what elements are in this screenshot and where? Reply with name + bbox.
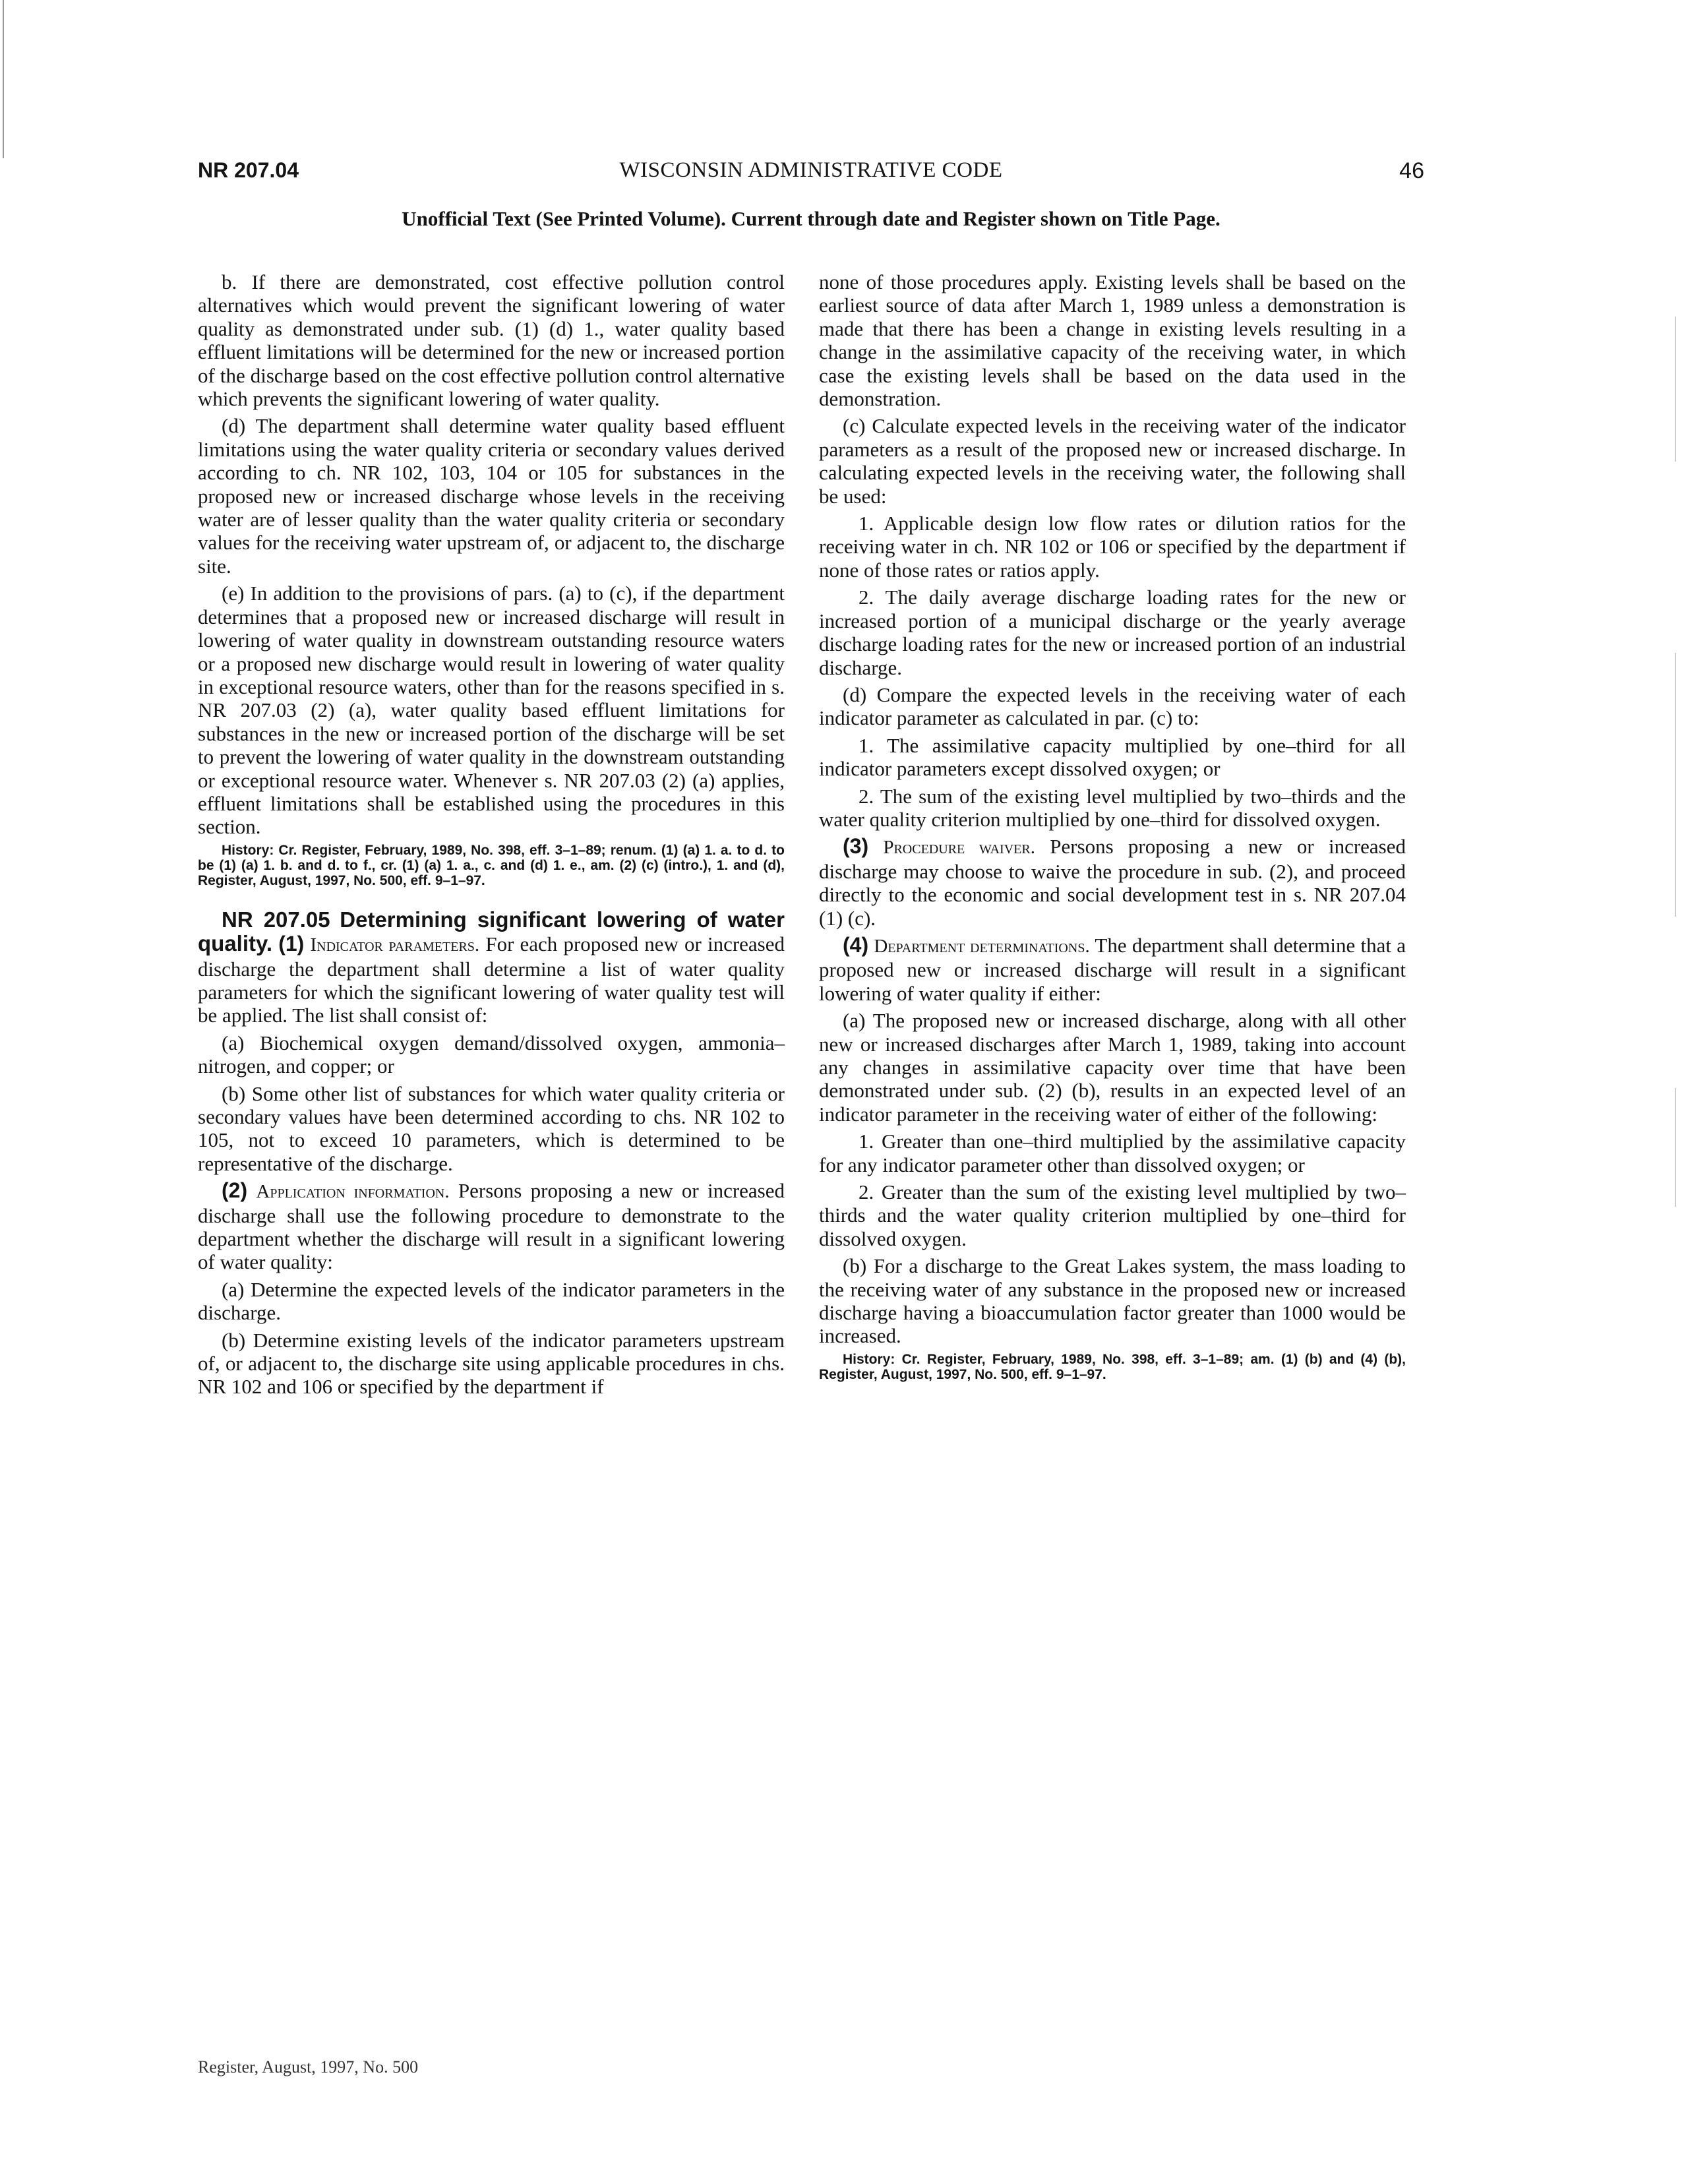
subsection-2-paragraph xyxy=(198,1179,785,1274)
header-section-number: NR 207.04 xyxy=(198,158,299,182)
section-number: NR 207.05 xyxy=(222,907,330,932)
scan-artifact xyxy=(1675,1088,1676,1207)
subsection-2-heading: Application information. xyxy=(256,1181,450,1203)
subsection-3-paragraph xyxy=(819,835,1406,930)
page-header xyxy=(198,158,1424,195)
paragraph-4a-2: 2. Greater than the sum of the existing level multiplied by two–thirds and the water quality criterion multiplied by one–third for dissolved oxygen. xyxy=(819,1180,1406,1250)
scan-artifact xyxy=(3,0,4,158)
footer-register: Register, August, 1997, No. 500 xyxy=(198,2057,419,2077)
subsection-4-text: The department shall determine that a proposed new or increased discharge will result in a significant lowering of water quality if either: xyxy=(819,933,1406,1005)
scan-artifact xyxy=(1675,653,1676,917)
unofficial-text-notice: Unofficial Text (See Printed Volume). Current through date and Register shown on Title Page. xyxy=(402,207,1221,230)
subsection-4-heading: Department determinations. xyxy=(874,935,1090,957)
left-column xyxy=(198,270,785,1403)
subsection-2-text: Persons proposing a new or increased discharge shall use the following procedure to demonstrate to the department whether the discharge will result in a significant lowering of water quality: xyxy=(198,1179,785,1274)
paragraph-2d-1: 1. The assimilative capacity multiplied by one–third for all indicator parameters except dissolved oxygen; or xyxy=(819,733,1406,781)
paragraph-4a-1: 1. Greater than one–third multiplied by the assimilative capacity for any indicator parameter other than dissolved oxygen; or xyxy=(819,1130,1406,1176)
subsection-1-heading: Indicator parameters. xyxy=(310,934,480,956)
history-note: History: Cr. Register, February, 1989, No. 398, eff. 3–1–89; am. (1) (b) and (4) (b), Register, August, 1997, No. 500, eff. 9–1–97. xyxy=(819,1351,1406,1382)
paragraph-e: (e) In addition to the provisions of pars. (a) to (c), if the department determines that a proposed new or increased discharge will result in lowering of water quality in downstream outstanding resource waters or a proposed new discharge would result in lowering of water quality in exceptional resource waters, other than for the reasons specified in s. NR 207.03 (2) (a), water quality based effluent limitations for substances in the new or increased portion of the discharge will be set to prevent the lowering of water quality in the downstream outstanding or exceptional resource water. Whenever s. NR 207.03 (2) (a) applies, effluent limitations shall be established using the procedures in this section. xyxy=(198,582,785,839)
paragraph-2c-2: 2. The daily average discharge loading rates for the new or increased portion of a municipal discharge or the yearly average discharge loading rates for the new or increased portion of an industrial discharge. xyxy=(819,586,1406,679)
paragraph-2b: (b) Determine existing levels of the indicator parameters upstream of, or adjacent to, the discharge site using applicable procedures in chs. NR 102 and 106 or specified by the department if xyxy=(198,1328,785,1399)
subsection-3-number: (3) xyxy=(843,834,869,859)
paragraph-2a: (a) Determine the expected levels of the indicator parameters in the discharge. xyxy=(198,1277,785,1325)
subsection-1-text: For each proposed new or increased discharge the department shall determine a list of water quality parameters for which the significant lowering of water quality test will be applied. The list shall consist of: xyxy=(198,932,785,1027)
paragraph-1b: (b) Some other list of substances for which water quality criteria or secondary values have been determined according to chs. NR 102 to 105, not to exceed 10 parameters, which is determined to be representative of the discharge. xyxy=(198,1081,785,1175)
subsection-2-number: (2) xyxy=(222,1178,248,1203)
paragraph-4b: (b) For a discharge to the Great Lakes system, the mass loading to the receiving water of any substance in the proposed new or increased discharge having a bioaccumulation factor greater than 1000 would be increased. xyxy=(819,1254,1406,1348)
subsection-3-heading: Procedure waiver. xyxy=(883,837,1035,859)
paragraph-2b-continued: none of those procedures apply. Existing levels shall be based on the earliest source of data after March 1, 1989 unless a demonstration is made that there has been a change in existing levels resulting in a change in the assimilative capacity of the receiving water, in which case the existing levels shall be based on the data used in the demonstration. xyxy=(819,270,1406,411)
subsection-4-paragraph xyxy=(819,934,1406,1005)
paragraph-d: (d) The department shall determine water quality based effluent limitations using the water quality criteria or secondary values derived according to ch. NR 102, 103, 104 or 105 for substances in the proposed new or increased discharge whose levels in the receiving water are of lesser quality than the water quality criteria or secondary values for the receiving water upstream of, or adjacent to, the discharge site. xyxy=(198,414,785,578)
subsection-1-number: (1) xyxy=(278,932,305,956)
paragraph-1a: (a) Biochemical oxygen demand/dissolved oxygen, ammonia–nitrogen, and copper; or xyxy=(198,1031,785,1078)
subsection-4-number: (4) xyxy=(843,932,869,957)
paragraph-2d: (d) Compare the expected levels in the receiving water of each indicator parameter as calculated in par. (c) to: xyxy=(819,682,1406,730)
paragraph-b: b. If there are demonstrated, cost effective pollution control alternatives which would prevent the significant lowering of water quality as demonstrated under sub. (1) (d) 1., water quality based effluent limitations will be determined for the new or increased portion of the discharge based on the cost effective pollution control alternative which prevents the significant lowering of water quality. xyxy=(198,270,785,411)
right-column xyxy=(819,270,1406,1402)
section-heading-paragraph xyxy=(198,908,785,1027)
section-title: Determining significant lowering of water quality. xyxy=(198,907,785,956)
paragraph-2c: (c) Calculate expected levels in the receiving water of the indicator parameters as a result of the proposed new or increased discharge. In calculating expected levels in the receiving water, the following shall be used: xyxy=(819,414,1406,508)
paragraph-2d-2: 2. The sum of the existing level multiplied by two–thirds and the water quality criterion multiplied by one–third for dissolved oxygen. xyxy=(819,784,1406,831)
paragraph-4a: (a) The proposed new or increased discharge, along with all other new or increased discharges after March 1, 1989, taking into account any changes in assimilative capacity over time that have been demonstrated under sub. (2) (b), results in an expected level of an indicator parameter in the receiving water of either of the following: xyxy=(819,1009,1406,1126)
scan-artifact xyxy=(1675,317,1676,462)
header-code-title: WISCONSIN ADMINISTRATIVE CODE xyxy=(619,158,1003,182)
history-note: History: Cr. Register, February, 1989, No. 398, eff. 3–1–89; renum. (1) (a) 1. a. to d. to be (1) (a) 1. b. and d. to f., cr. (1) (a) 1. a., c. and (d) 1. e., am. (2) (c) (intro.), 1. and (d), Register, August, 1997, No. 500, eff. 9–1–97. xyxy=(198,842,785,888)
subsection-3-text: Persons proposing a new or increased discharge may choose to waive the procedure in sub. (2), and proceed directly to the economic and social development test in s. NR 207.04 (1) (c). xyxy=(819,835,1406,930)
paragraph-2c-1: 1. Applicable design low flow rates or dilution ratios for the receiving water in ch. NR 102 or 106 or specified by the department if none of those rates or ratios apply. xyxy=(819,512,1406,582)
header-page-number: 46 xyxy=(1399,158,1424,183)
